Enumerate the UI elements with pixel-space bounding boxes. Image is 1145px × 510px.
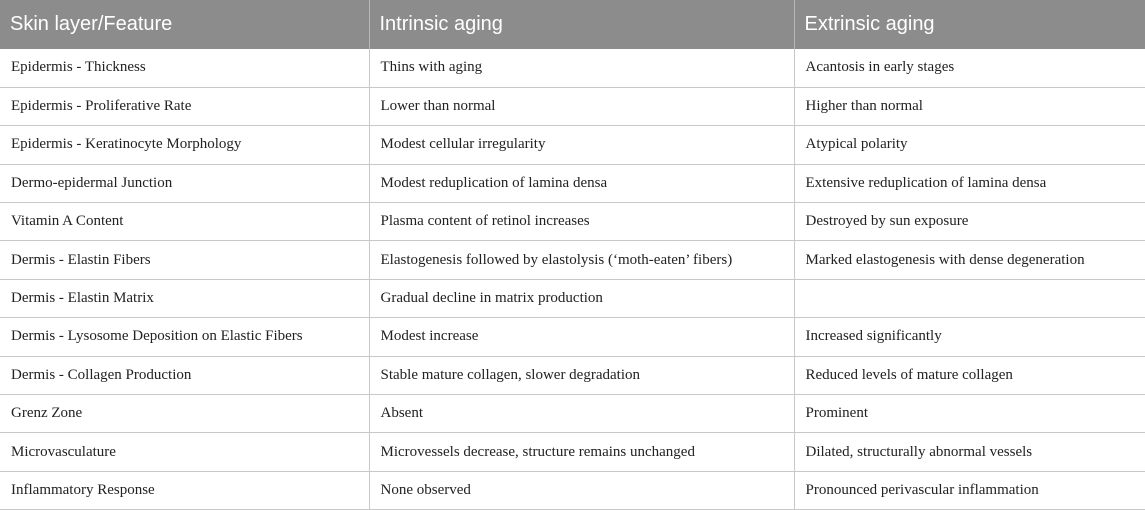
intrinsic-cell: None observed xyxy=(369,471,794,509)
intrinsic-cell: Plasma content of retinol increases xyxy=(369,203,794,241)
table-row xyxy=(0,126,1145,164)
extrinsic-cell: Atypical polarity xyxy=(794,126,1145,164)
table-row xyxy=(0,87,1145,125)
table-row xyxy=(0,395,1145,433)
extrinsic-cell: Increased significantly xyxy=(794,318,1145,356)
extrinsic-cell: Acantosis in early stages xyxy=(794,49,1145,87)
table-row xyxy=(0,203,1145,241)
feature-cell: Inflammatory Response xyxy=(0,471,369,509)
feature-cell: Dermo-epidermal Junction xyxy=(0,164,369,202)
intrinsic-cell: Modest reduplication of lamina densa xyxy=(369,164,794,202)
intrinsic-cell: Elastogenesis followed by elastolysis (‘moth-eaten’ fibers) xyxy=(369,241,794,279)
feature-cell: Vitamin A Content xyxy=(0,203,369,241)
extrinsic-cell: Destroyed by sun exposure xyxy=(794,203,1145,241)
table-row xyxy=(0,356,1145,394)
header-extrinsic-aging: Extrinsic aging xyxy=(794,0,1145,49)
header-row xyxy=(0,0,1145,49)
intrinsic-cell: Absent xyxy=(369,395,794,433)
table-row xyxy=(0,164,1145,202)
table-row xyxy=(0,279,1145,317)
table-row xyxy=(0,241,1145,279)
feature-cell: Dermis - Collagen Production xyxy=(0,356,369,394)
extrinsic-cell xyxy=(794,279,1145,317)
intrinsic-cell: Thins with aging xyxy=(369,49,794,87)
feature-cell: Dermis - Lysosome Deposition on Elastic Fibers xyxy=(0,318,369,356)
feature-cell: Epidermis - Keratinocyte Morphology xyxy=(0,126,369,164)
intrinsic-cell: Gradual decline in matrix production xyxy=(369,279,794,317)
extrinsic-cell: Reduced levels of mature collagen xyxy=(794,356,1145,394)
extrinsic-cell: Dilated, structurally abnormal vessels xyxy=(794,433,1145,471)
table-row xyxy=(0,49,1145,87)
extrinsic-cell: Higher than normal xyxy=(794,87,1145,125)
intrinsic-cell: Modest increase xyxy=(369,318,794,356)
intrinsic-cell: Lower than normal xyxy=(369,87,794,125)
extrinsic-cell: Pronounced perivascular inflammation xyxy=(794,471,1145,509)
feature-cell: Grenz Zone xyxy=(0,395,369,433)
feature-cell: Microvasculature xyxy=(0,433,369,471)
feature-cell: Dermis - Elastin Matrix xyxy=(0,279,369,317)
intrinsic-cell: Stable mature collagen, slower degradation xyxy=(369,356,794,394)
intrinsic-cell: Modest cellular irregularity xyxy=(369,126,794,164)
extrinsic-cell: Extensive reduplication of lamina densa xyxy=(794,164,1145,202)
table-row xyxy=(0,433,1145,471)
header-intrinsic-aging: Intrinsic aging xyxy=(369,0,794,49)
table-row xyxy=(0,471,1145,509)
table-header xyxy=(0,0,1145,49)
extrinsic-cell: Prominent xyxy=(794,395,1145,433)
feature-cell: Epidermis - Proliferative Rate xyxy=(0,87,369,125)
intrinsic-cell: Microvessels decrease, structure remains unchanged xyxy=(369,433,794,471)
extrinsic-cell: Marked elastogenesis with dense degeneration xyxy=(794,241,1145,279)
feature-cell: Epidermis - Thickness xyxy=(0,49,369,87)
header-skin-layer-feature: Skin layer/Feature xyxy=(0,0,369,49)
table-row xyxy=(0,318,1145,356)
feature-cell: Dermis - Elastin Fibers xyxy=(0,241,369,279)
table-body xyxy=(0,49,1145,510)
